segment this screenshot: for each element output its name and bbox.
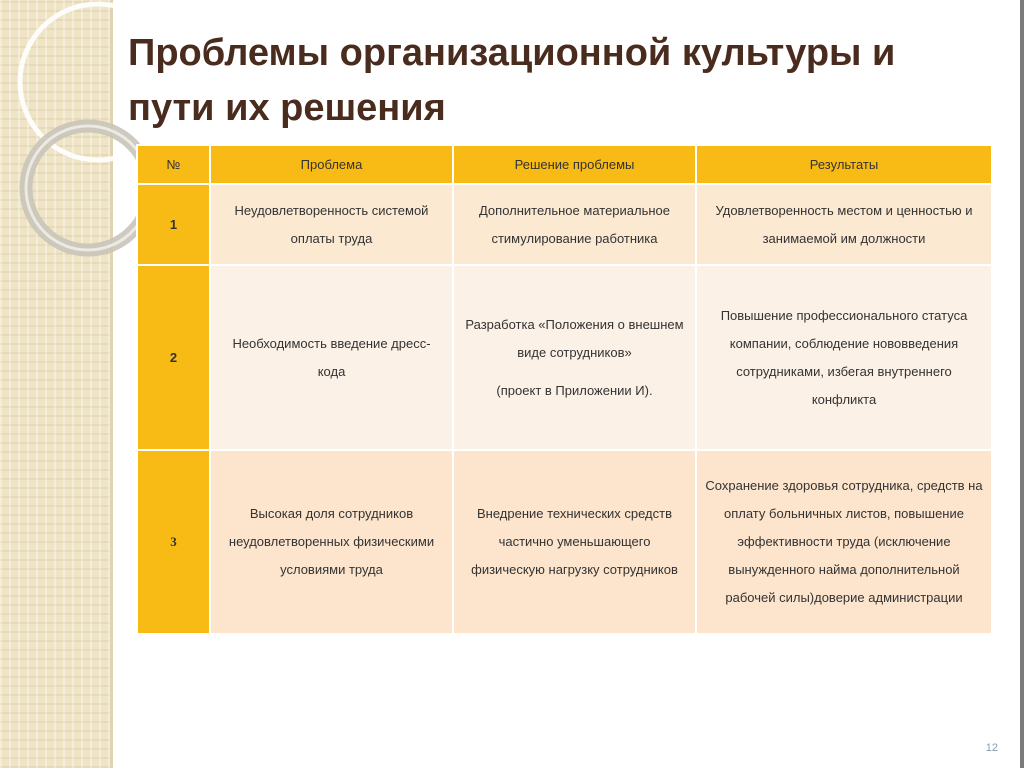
header-problem: Проблема	[210, 145, 453, 184]
problem-cell: Необходимость введение дресс-кода	[210, 265, 453, 450]
solution-text: Разработка «Положения о внешнем виде сотрудников»	[465, 316, 684, 360]
table-row	[137, 184, 992, 265]
row-number: 1	[137, 184, 210, 265]
header-number: №	[137, 145, 210, 184]
header-results: Результаты	[696, 145, 992, 184]
result-cell: Удовлетворенность местом и ценностью и занимаемой им должности	[696, 184, 992, 265]
solution-cell	[453, 265, 696, 450]
result-cell: Повышение профессионального статуса компании, соблюдение нововведения сотрудниками, избегая внутреннего конфликта	[696, 265, 992, 450]
problems-table	[136, 144, 993, 635]
problem-cell: Высокая доля сотрудников неудовлетворенных физическими условиями труда	[210, 450, 453, 634]
page-number: 12	[985, 742, 998, 754]
solution-cell: Дополнительное материальное стимулирование работника	[453, 184, 696, 265]
slide-frame-edge	[1020, 0, 1024, 768]
table-row	[137, 450, 992, 634]
page-title: Проблемы организационной культуры и пути их решения	[128, 32, 896, 129]
row-number: 3	[137, 450, 210, 634]
solution-note: (проект в Приложении И).	[496, 382, 653, 398]
decorative-circles	[0, 0, 140, 260]
problem-cell: Неудовлетворенность системой оплаты труда	[210, 184, 453, 265]
result-cell: Сохранение здоровья сотрудника, средств на оплату больничных листов, повышение эффективности труда (исключение вынужденного найма дополнительной рабочей силы)доверие администрации	[696, 450, 992, 634]
table-row	[137, 265, 992, 450]
solution-cell: Внедрение технических средств частично уменьшающего физическую нагрузку сотрудников	[453, 450, 696, 634]
table-header-row	[137, 145, 992, 184]
header-solution: Решение проблемы	[453, 145, 696, 184]
row-number: 2	[137, 265, 210, 450]
